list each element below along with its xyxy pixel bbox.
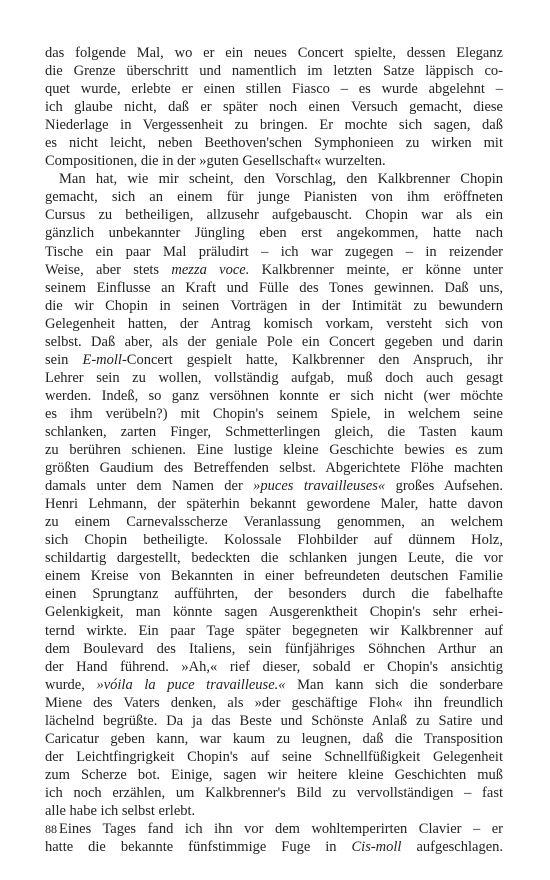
text-line: zu einem Carnevalsscherze Veranlassung genommen, an welchem bbox=[45, 514, 503, 531]
text-line: werden. Indeß, so ganz versöhnen konnte er sich nicht (wer möchte bbox=[45, 387, 503, 404]
text-line bbox=[45, 676, 503, 694]
italic-text-run: »puces travailleuses« bbox=[253, 478, 386, 495]
text-line: Miene des Vaters denken, als »der geschäftige Floh« ihn freundlich bbox=[45, 694, 503, 711]
text-run: Man kann sich die sonderbare bbox=[285, 676, 503, 693]
text-line: ich glaube nicht, daß er später noch einen Versuch gemacht, diese bbox=[45, 99, 503, 116]
book-page-text bbox=[45, 44, 503, 856]
text-line: sich Chopin betheiligte. Kolossale Flohbilder auf dünnem Holz, bbox=[45, 532, 503, 549]
text-line: ternd wirkte. Ein paar Tage später begegneten wir Kalkbrenner auf bbox=[45, 622, 503, 639]
text-run: sein bbox=[45, 351, 83, 368]
text-line bbox=[45, 477, 503, 495]
text-line: ich noch erzählen, um Kalkbrenner's Bild zu vervollständigen – fast bbox=[45, 784, 503, 801]
text-line: gänzlich unbekannter Jüngling eben erst angekommen, hatte nach bbox=[45, 225, 503, 242]
text-line: Lehrer sein zu wollen, vollständig aufgab, muß doch auch gesagt bbox=[45, 369, 503, 386]
text-line: Henri Lehmann, der späterhin bekannt gewordene Maler, hatte davon bbox=[45, 496, 503, 513]
text-line: schildartig dargestellt, bedeckten die schlanken jungen Leute, die vor bbox=[45, 550, 503, 567]
text-run: wurde, bbox=[45, 676, 97, 693]
text-line: selbst. Daß aber, als der geniale Pole ein Concert gegeben und darin bbox=[45, 333, 503, 350]
text-run: Weise, aber stets bbox=[45, 261, 172, 278]
text-line: Cursus zu betheiligen, allzusehr aufgebauscht. Chopin war als ein bbox=[45, 207, 503, 224]
text-line: Niederlage in Vergessenheit zu bringen. Er mochte sich sagen, daß bbox=[45, 117, 503, 134]
text-line: alle habe ich selbst erlebt. bbox=[45, 802, 196, 819]
text-line bbox=[45, 838, 503, 856]
text-run: hatte die bekannte fünfstimmige Fuge in bbox=[45, 839, 352, 856]
text-run: großes Aufsehen. bbox=[385, 478, 504, 495]
text-run: Kalkbrenner meinte, er könne unter bbox=[249, 261, 503, 278]
text-line: es ihm verübeln?) mit Chopin's seinem Spiele, in welchem seine bbox=[45, 405, 503, 422]
text-line: zum Scherze bot. Einige, sagen wir heitere kleine Geschichten muß bbox=[45, 766, 503, 783]
text-line: die Grenze überschritt und namentlich im letzten Satze läppisch co- bbox=[45, 63, 503, 80]
italic-text-run: E-moll bbox=[82, 351, 122, 368]
text-line: zu berühren schienen. Eine lustige kleine Geschichte bewies es zum bbox=[45, 442, 503, 459]
text-line: das folgende Mal, wo er ein neues Concert spielte, dessen Eleganz bbox=[45, 45, 503, 61]
text-line: Gelegenheit hatten, der Antrag komisch vorkam, versteht sich von bbox=[45, 315, 503, 332]
text-line: die wir Chopin in seinen Vorträgen in der Intimität zu bewundern bbox=[45, 297, 503, 314]
text-line: dem Boulevard des Italiens, sein fünfjähriges Söhnchen Arthur an bbox=[45, 640, 503, 657]
text-line: seinem Einflusse an Kraft und Fülle des Tones gewinnen. Daß uns, bbox=[45, 279, 503, 296]
text-run: damals unter dem Namen der bbox=[45, 478, 254, 495]
italic-text-run: »vóila la puce travailleuse.« bbox=[96, 676, 286, 693]
text-line: quet wurde, erlebte er einen stillen Fiasco – es wurde abgelehnt – bbox=[45, 81, 503, 98]
text-line: der Hand führend. »Ah,« rief dieser, sobald er Chopin's ansichtig bbox=[45, 658, 503, 675]
text-line: einen Sprungtanz aufführten, der besonders durch die fabelhafte bbox=[45, 586, 503, 603]
italic-text-run: mezza voce. bbox=[171, 261, 250, 278]
text-line: es nicht leicht, neben Beethoven'schen Symphonieen zu wirken mit bbox=[45, 135, 503, 152]
italic-text-run: Cis-moll bbox=[351, 839, 402, 856]
text-line bbox=[45, 351, 503, 369]
text-line: Gelenkigkeit, man könnte sagen Ausgerenktheit Chopin's sehr erhei- bbox=[45, 604, 503, 621]
text-line: einem Kreise von Bekannten in einer befreundeten deutschen Familie bbox=[45, 568, 503, 585]
text-run: aufgeschlagen. bbox=[401, 839, 504, 856]
text-line: Eines Tages fand ich ihn vor dem wohltemperirten Clavier – er bbox=[59, 821, 503, 838]
text-line: gemacht, sich an einem für junge Pianisten von ihm eröffneten bbox=[45, 189, 503, 206]
text-line: größten Gaudium des Betreffenden selbst. Abgerichtete Flöhe machten bbox=[45, 460, 503, 477]
text-run: -Concert gespielt hatte, Kalkbrenner den Anspruch, ihr bbox=[121, 351, 504, 368]
text-line bbox=[45, 261, 503, 279]
text-line: Compositionen, die in der »guten Gesellschaft« wurzelten. bbox=[45, 153, 386, 170]
page-number: 88 bbox=[45, 822, 57, 836]
text-line: der Leichtfingrigkeit Chopin's auf seine Schnellfüßigkeit Gelegenheit bbox=[45, 748, 503, 765]
text-line: lächelnd begrüßte. Da ja das Beste und Schönste Anlaß zu Satire und bbox=[45, 712, 503, 729]
text-line: Caricatur geben kann, war kaum zu leugnen, daß die Transposition bbox=[45, 730, 503, 747]
text-line: schlanken, zarten Finger, Schmetterlingen gleich, die Tasten kaum bbox=[45, 423, 503, 440]
text-line: Tische ein paar Mal präludirt – ich war zugegen – in reizender bbox=[45, 243, 503, 260]
text-line: Man hat, wie mir scheint, den Vorschlag, den Kalkbrenner Chopin bbox=[59, 171, 503, 188]
